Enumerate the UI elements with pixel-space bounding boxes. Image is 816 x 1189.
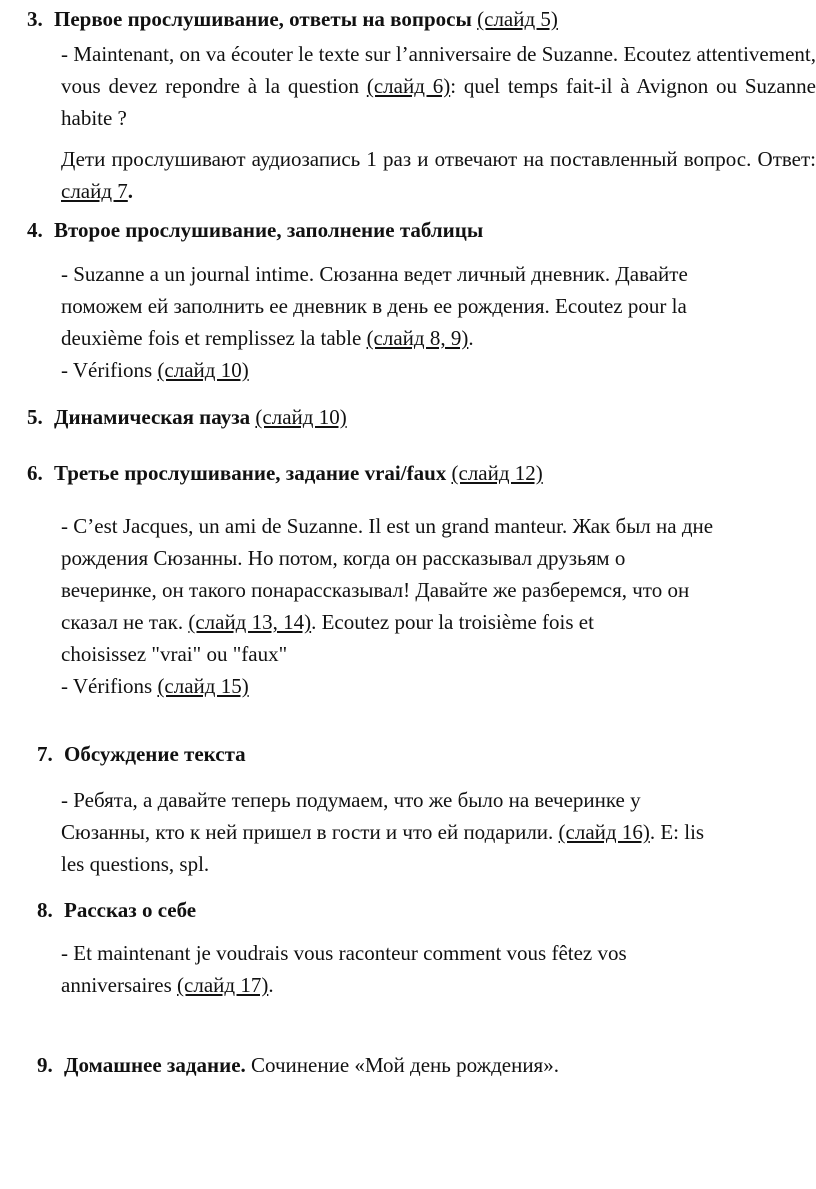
section-5-heading xyxy=(27,401,816,433)
section-9-heading xyxy=(37,1049,816,1081)
slide-reference: (слайд 5) xyxy=(477,7,558,31)
section-8-heading xyxy=(37,894,816,926)
section-7-paragraph xyxy=(61,784,816,880)
section-number: 3. xyxy=(27,7,43,31)
slide-reference: (слайд 6) xyxy=(366,74,451,98)
paragraph-line: сказал не так. (слайд 13, 14). Ecoutez pour la troisième fois et xyxy=(61,610,594,634)
section-number: 7. xyxy=(37,742,53,766)
section-7-heading xyxy=(37,738,816,770)
paragraph-line: anniversaires (слайд 17). xyxy=(61,973,274,997)
slide-reference: (слайд 8, 9) xyxy=(366,326,469,350)
section-title: Обсуждение текста xyxy=(64,742,246,766)
section-3-paragraph-2 xyxy=(61,143,816,207)
section-4-heading xyxy=(27,214,816,246)
paragraph-line: - Vérifions (слайд 10) xyxy=(61,358,249,382)
paragraph-text: - Maintenant, on va écouter le texte sur l’anniversaire de Suzanne. Ecoutez attentivement, vous devez repondre à la question xyxy=(61,42,816,98)
section-6-heading xyxy=(27,457,816,489)
section-number: 5. xyxy=(27,405,43,429)
section-3-paragraph-1 xyxy=(61,38,816,134)
section-number: 4. xyxy=(27,218,43,242)
paragraph-line: рождения Сюзанны. Но потом, когда он рассказывал друзьям о xyxy=(61,546,626,570)
slide-reference: (слайд 15) xyxy=(157,674,249,698)
slide-reference: (слайд 13, 14) xyxy=(188,610,312,634)
paragraph-line: Сюзанны, кто к ней пришел в гости и что ей подарили. (слайд 16). E: lis xyxy=(61,820,705,844)
paragraph-text: . xyxy=(127,179,134,203)
slide-reference: (слайд 10) xyxy=(157,358,249,382)
paragraph-line: - Et maintenant je voudrais vous raconteur comment vous fêtez vos xyxy=(61,941,627,965)
section-title: Домашнее задание. xyxy=(64,1053,246,1077)
paragraph-text: : quel temps fait-il à Avignon ou Suzanne habite ? xyxy=(61,74,816,130)
section-title: Динамическая пауза xyxy=(54,405,251,429)
paragraph-line: choisissez "vrai" ou "faux" xyxy=(61,642,288,666)
paragraph-line: - Ребята, а давайте теперь подумаем, что же было на вечеринке у xyxy=(61,788,641,812)
section-4-paragraph xyxy=(61,258,816,386)
slide-reference: (слайд 16) xyxy=(558,820,650,844)
slide-reference: слайд 7 xyxy=(61,179,128,203)
paragraph-line: поможем ей заполнить ее дневник в день ее рождения. Ecoutez pour la xyxy=(61,294,687,318)
slide-reference: (слайд 10) xyxy=(255,405,347,429)
section-title: Третье прослушивание, задание vrai/faux xyxy=(54,461,447,485)
section-8-paragraph xyxy=(61,937,816,1001)
paragraph-line: вечеринке, он такого понарассказывал! Давайте же разберемся, что он xyxy=(61,578,690,602)
paragraph-line: - Vérifions (слайд 15) xyxy=(61,674,249,698)
section-title: Второе прослушивание, заполнение таблицы xyxy=(54,218,484,242)
paragraph-text: Дети прослушивают аудиозапись 1 раз и отвечают на поставленный вопрос. Ответ: xyxy=(61,147,816,171)
section-number: 8. xyxy=(37,898,53,922)
homework-text: Сочинение «Мой день рождения». xyxy=(245,1053,559,1077)
paragraph-line: - Suzanne a un journal intime. Сюзанна ведет личный дневник. Давайте xyxy=(61,262,688,286)
section-number: 9. xyxy=(37,1053,53,1077)
slide-reference: (слайд 12) xyxy=(451,461,543,485)
section-number: 6. xyxy=(27,461,43,485)
section-title: Первое прослушивание, ответы на вопросы xyxy=(54,7,472,31)
paragraph-line: - C’est Jacques, un ami de Suzanne. Il est un grand manteur. Жак был на дне xyxy=(61,514,714,538)
section-6-paragraph xyxy=(61,510,816,702)
section-title: Рассказ о себе xyxy=(64,898,197,922)
paragraph-line: deuxième fois et remplissez la table (слайд 8, 9). xyxy=(61,326,474,350)
slide-reference: (слайд 17) xyxy=(177,973,269,997)
section-3-heading xyxy=(27,3,816,35)
paragraph-line: les questions, spl. xyxy=(61,852,210,876)
